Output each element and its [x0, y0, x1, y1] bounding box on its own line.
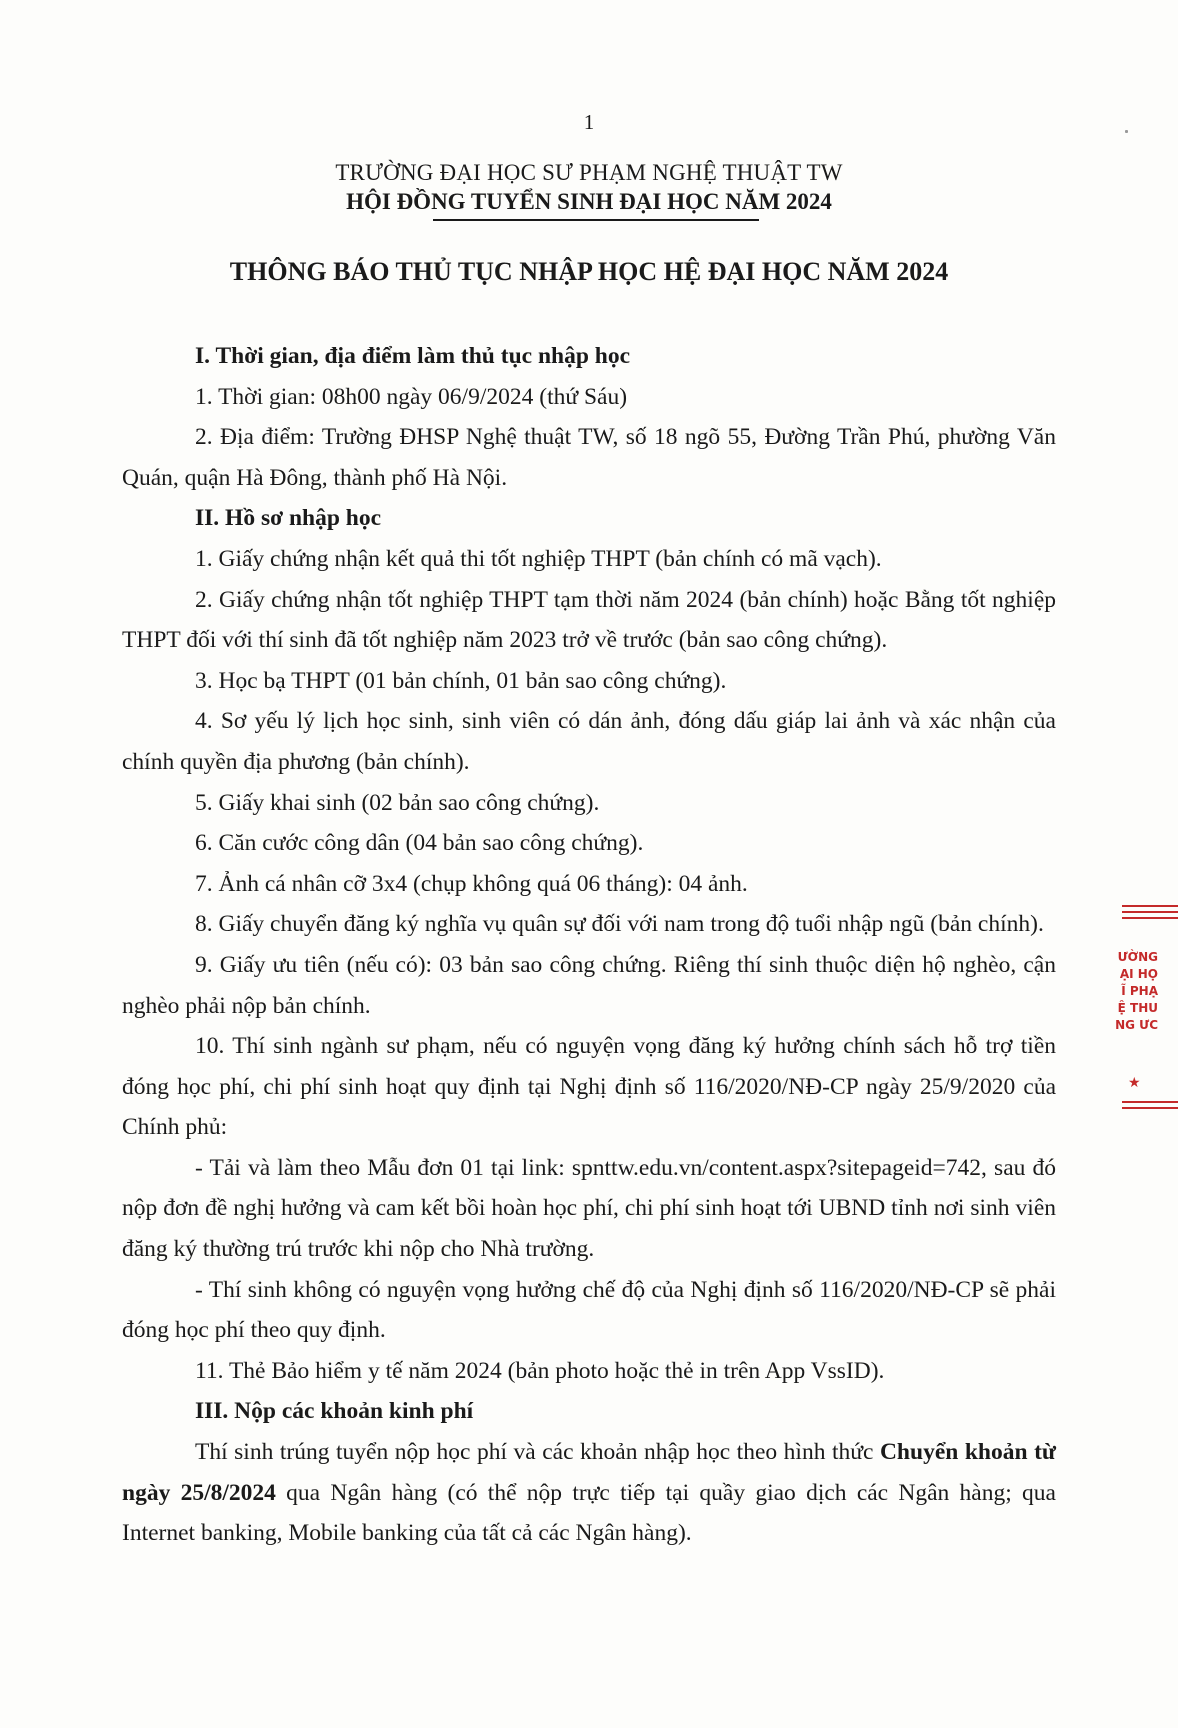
stamp-line [1122, 917, 1178, 919]
document-body [122, 336, 1056, 1554]
star-icon: ★ [1128, 1075, 1141, 1091]
stamp-text-line: NG ƯC [1115, 1018, 1158, 1032]
list-item: 3. Học bạ THPT (01 bản chính, 01 bản sao công chứng). [195, 667, 727, 694]
stamp-text-line: ẠI HỌ [1119, 967, 1158, 981]
list-item: 2. Giấy chứng nhận tốt nghiệp THPT tạm thời năm 2024 (bản chính) hoặc Bằng tốt nghiệp THPT đối với thí sinh đã tốt nghiệp năm 2023 trở về trước (bản sao công chứng). [122, 586, 1056, 654]
list-item: 5. Giấy khai sinh (02 bản sao công chứng). [195, 789, 600, 816]
paragraph-time: 1. Thời gian: 08h00 ngày 06/9/2024 (thứ Sáu) [195, 383, 628, 410]
school-name: TRƯỜNG ĐẠI HỌC SƯ PHẠM NGHỆ THUẬT TW [335, 160, 843, 185]
section-heading-1: I. Thời gian, địa điểm làm thủ tục nhập học [195, 343, 631, 369]
paragraph-fees [122, 1432, 1056, 1554]
section-heading-2: II. Hồ sơ nhập học [195, 505, 382, 532]
stamp-line [1122, 1107, 1178, 1109]
stamp-text-line: Ệ THU [1117, 1001, 1158, 1015]
stamp-line [1122, 1101, 1178, 1103]
stamp-text-line: ƯỜNG [1117, 950, 1158, 964]
fees-text-end: qua Ngân hàng (có thể nộp trực tiếp tại quầy giao dịch các Ngân hàng; qua Internet banking, Mobile banking của tất cả các Ngân hàng). [122, 1479, 1056, 1547]
red-seal-stamp [1098, 905, 1178, 1115]
stamp-line [1122, 911, 1178, 913]
list-item: 10. Thí sinh ngành sư phạm, nếu có nguyện vọng đăng ký hưởng chính sách hỗ trợ tiền đóng học phí, chi phí sinh hoạt quy định tại Nghị định số 116/2020/NĐ-CP ngày 25/9/2020 của Chính phủ: [122, 1033, 1056, 1141]
list-item: 1. Giấy chứng nhận kết quả thi tốt nghiệp THPT (bản chính có mã vạch). [195, 545, 882, 572]
list-item: 11. Thẻ Bảo hiểm y tế năm 2024 (bản photo hoặc thẻ in trên App VssID). [195, 1357, 885, 1384]
list-item: 4. Sơ yếu lý lịch học sinh, sinh viên có dán ảnh, đóng dấu giáp lai ảnh và xác nhận của chính quyền địa phương (bản chính). [122, 708, 1056, 775]
document-title: THÔNG BÁO THỦ TỤC NHẬP HỌC HỆ ĐẠI HỌC NĂM 2024 [229, 257, 949, 286]
list-item-download-link: - Tải và làm theo Mẫu đơn 01 tại link: spnttw.edu.vn/content.aspx?sitepageid=742, sau đó nộp đơn đề nghị hưởng và cam kết bồi hoàn học phí, chi phí sinh hoạt tới UBND tỉnh nơi sinh viên đăng ký thường trú trước khi nộp cho Nhà trường. [122, 1154, 1056, 1263]
stamp-text-line: Ĩ PHẠ [1121, 984, 1158, 998]
list-item: - Thí sinh không có nguyện vọng hưởng chế độ của Nghị định số 116/2020/NĐ-CP sẽ phải đóng học phí theo quy định. [122, 1276, 1056, 1344]
fees-text-start: Thí sinh trúng tuyển nộp học phí và các khoản nhập học theo hình thức [195, 1439, 880, 1466]
header-underline [433, 219, 759, 221]
section-heading-3: III. Nộp các khoản kinh phí [195, 1398, 474, 1425]
list-item: 6. Căn cước công dân (04 bản sao công chứng). [195, 830, 644, 857]
list-item: 7. Ảnh cá nhân cỡ 3x4 (chụp không quá 06 tháng): 04 ảnh. [195, 870, 748, 897]
council-name: HỘI ĐỒNG TUYỂN SINH ĐẠI HỌC NĂM 2024 [346, 189, 832, 214]
stamp-text [1098, 949, 1158, 1034]
paragraph-location: 2. Địa điểm: Trường ĐHSP Nghệ thuật TW, số 18 ngõ 55, Đường Trần Phú, phường Văn Quán, quận Hà Đông, thành phố Hà Nội. [122, 424, 1056, 491]
list-item: 9. Giấy ưu tiên (nếu có): 03 bản sao công chứng. Riêng thí sinh thuộc diện hộ nghèo, cận nghèo phải nộp bản chính. [122, 951, 1056, 1019]
fees-text-bold: Chuyển khoản từ ngày 25/8/2024 [122, 1439, 1057, 1506]
list-item: 8. Giấy chuyển đăng ký nghĩa vụ quân sự đối với nam trong độ tuổi nhập ngũ (bản chính). [195, 911, 1044, 938]
stamp-line [1122, 905, 1178, 907]
page-number: 1 [583, 110, 595, 134]
